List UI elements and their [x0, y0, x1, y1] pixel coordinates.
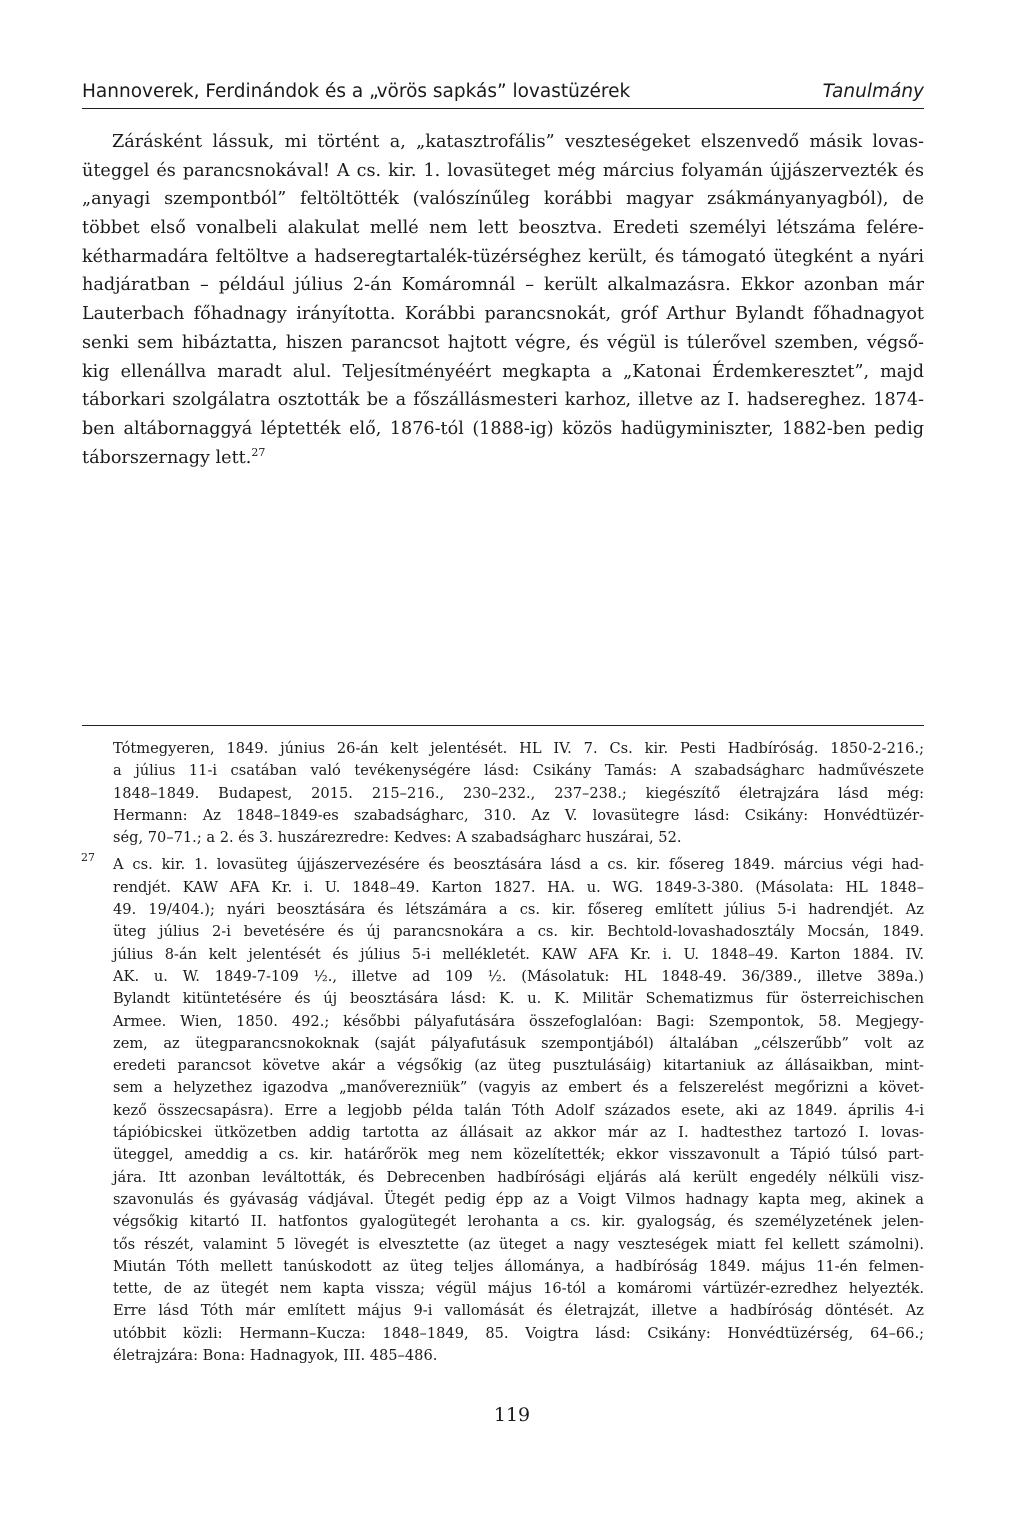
footnote-line: 1848–1849. Budapest, 2015. 215–216., 230–232., 237–238.; kiegészítő életrajzára lásd még: [113, 784, 924, 802]
footnote-line: jára. Itt azonban leváltották, és Debrecenben hadbírósági eljárás alá került engedély nélküli visz- [113, 1168, 924, 1186]
text-line: Zárásként lássuk, mi történt a, „katasztrofális” veszteségeket elszenvedő másik lovas- [112, 132, 924, 152]
text-line: „anyagi szempontból” feltöltötték (valószínűleg korábbi magyar zsákmányanyagból), de [82, 189, 924, 210]
footnote-line: végsőkig kitartó II. hatfontos gyalogütegét lerohanta a cs. kir. gyalogság, és személyzetének jelen- [113, 1213, 924, 1231]
footnote-line: július 8-án kelt jelentését és július 5-i mellékletét. KAW AFA Kr. i. U. 1848–49. Karton 1884. IV. [113, 945, 924, 963]
footnote-line: Hermann: Az 1848–1849-es szabadságharc, 310. Az V. lovasütegre lásd: Csikány: Honvédtüzér- [113, 806, 924, 824]
text-line: üteggel és parancsnokával! A cs. kir. 1. lovasüteget még március folyamán újjászervezték és [82, 160, 924, 181]
footnote-line: zem, az ütegparancsnokoknak (saját pályafutásuk szempontjából) általában „célszerűbb” volt az [113, 1034, 924, 1052]
footnote-line: Miután Tóth mellett tanúskodott az üteg teljes állománya, a hadbíróság 1849. május 11-én felmen- [113, 1257, 924, 1275]
footnote-line: AK. u. W. 1849-7-109 ½., illetve ad 109 ½. (Másolatuk: HL 1848-49. 36/389., illetve 389a.) [113, 967, 924, 985]
footnote-line: üteg július 2-i bevetésére és új parancsnokára a cs. kir. Bechtold-lovashadosztály Mocsán, 1849. [113, 923, 924, 941]
text-line: ben altábornaggyá léptették elő, 1876-tól (1888-ig) közös hadügyminiszter, 1882-ben pedig [82, 418, 924, 439]
footnote-line: rendjét. KAW AFA Kr. i. U. 1848–49. Karton 1827. HA. u. WG. 1849-3-380. (Másolata: HL 1848– [113, 878, 924, 896]
footnote-line: tős részét, valamint 5 lövegét is elvesztette (az üteget a nagy veszteségek miatt fel kellett számolni). [113, 1235, 924, 1253]
footnote-line: Bylandt kitüntetésére és új beosztására lásd: K. u. K. Militär Schematizmus für österreichischen [113, 990, 924, 1008]
footnote-line [81, 851, 924, 876]
footnote-line: kező összecsapásra). Erre a legjobb példa talán Tóth Adolf százados esete, aki az 1849. április 4-i [113, 1101, 924, 1119]
footnote-line: 49. 19/404.); nyári beosztására és létszámára a cs. kir. fősereg említett július 5-i hadrendjét. Az [113, 901, 924, 919]
footnote-line: tápióbicskei ütközetben addig tartotta az állásait az akkor már az I. hadtesthez tartozó I. lovas- [113, 1124, 924, 1142]
text-line: kétharmadára feltöltve a hadseregtartalék-tüzérséghez került, és támogató ütegként a nyári [82, 246, 924, 267]
footnote-number: 27 [81, 851, 95, 865]
footnote-separator [82, 725, 924, 726]
text-line-final [82, 444, 924, 473]
text-line: hadjáratban – például július 2-án Komáromnál – került alkalmazásra. Ekkor azonban már [82, 275, 924, 296]
running-title: Hannoverek, Ferdinándok és a „vörös sapkás” lovastüzérek [82, 81, 631, 102]
page-number: 119 [493, 1404, 531, 1426]
text-line: többet első vonalbeli alakulat mellé nem lett beosztva. Eredeti személyi létszáma felére- [82, 218, 924, 239]
final-line-text: táborszernagy lett. [82, 447, 252, 468]
main-text [82, 128, 924, 472]
footnote-line: tette, de az ütegét nem kapta vissza; végül május 16-tól a komáromi vártüzér-ezredhez helyezték. [113, 1280, 924, 1298]
footnotes [81, 738, 924, 1367]
running-head [82, 80, 924, 109]
text-line: táborkari szolgálatra osztották be a főszállásmesteri karhoz, illetve az I. hadsereghez. 1874- [82, 390, 924, 411]
footnote-line: sem a helyzethez igazodva „manőverezniük” (vagyis az embert és a felszerelést megőrizni a követ- [113, 1079, 924, 1097]
footnote-line: ség, 70–71.; a 2. és 3. huszárezredre: Kedves: A szabadságharc huszárai, 52. [113, 829, 682, 847]
text-line: Lauterbach főhadnagy irányította. Korábbi parancsnokát, gróf Arthur Bylandt főhadnagyot [82, 304, 924, 325]
footnote-line: a július 11-i csatában való tevékenységére lásd: Csikány Tamás: A szabadságharc hadművészete [113, 762, 924, 780]
footnote-line: utóbbit közli: Hermann–Kucza: 1848–1849, 85. Voigtra lásd: Csikány: Honvédtüzérség, 64–66.; [113, 1324, 924, 1342]
footnote-line: Tótmegyeren, 1849. június 26-án kelt jelentését. HL IV. 7. Cs. kir. Pesti Hadbíróság. 1850-2-216.; [113, 740, 924, 757]
footnote-line: eredeti parancsot követve akár a végsőkig (az üteg pusztulásáig) kitartaniuk az állásaikban, mint- [113, 1057, 924, 1075]
footnote-line-text: A cs. kir. 1. lovasüteg újjászervezésére és beosztására lásd a cs. kir. fősereg 1849. március végi had- [113, 856, 924, 874]
footnote-line: szavonulás és gyávaság vádjával. Ütegét pedig épp az a Voigt Vilmos hadnagy kapta meg, akinek a [113, 1190, 924, 1208]
footnote-line: üteggel, ameddig a cs. kir. határőrök meg nem közelítették; ekkor visszavonult a Tápió túlsó part- [113, 1146, 924, 1164]
section-label: Tanulmány [822, 81, 924, 102]
text-line: senki sem hibáztatta, hiszen parancsot hajtott végre, és végül is túlerővel szemben, végső- [82, 332, 924, 353]
footnote-line: Armee. Wien, 1850. 492.; későbbi pályafutására összefoglalóan: Bagi: Szempontok, 58. Megjegy- [113, 1012, 924, 1030]
footnote-line: Erre lásd Tóth már említett május 9-i vallomását és életrajzát, illetve a hadbíróság döntését. Az [113, 1302, 924, 1320]
text-line: kig ellenállva maradt alul. Teljesítményéért megkapta a „Katonai Érdemkeresztet”, majd [82, 361, 924, 382]
footnote-reference[interactable]: 27 [251, 445, 266, 459]
footnote-line: életrajzára: Bona: Hadnagyok, III. 485–486. [113, 1347, 438, 1365]
